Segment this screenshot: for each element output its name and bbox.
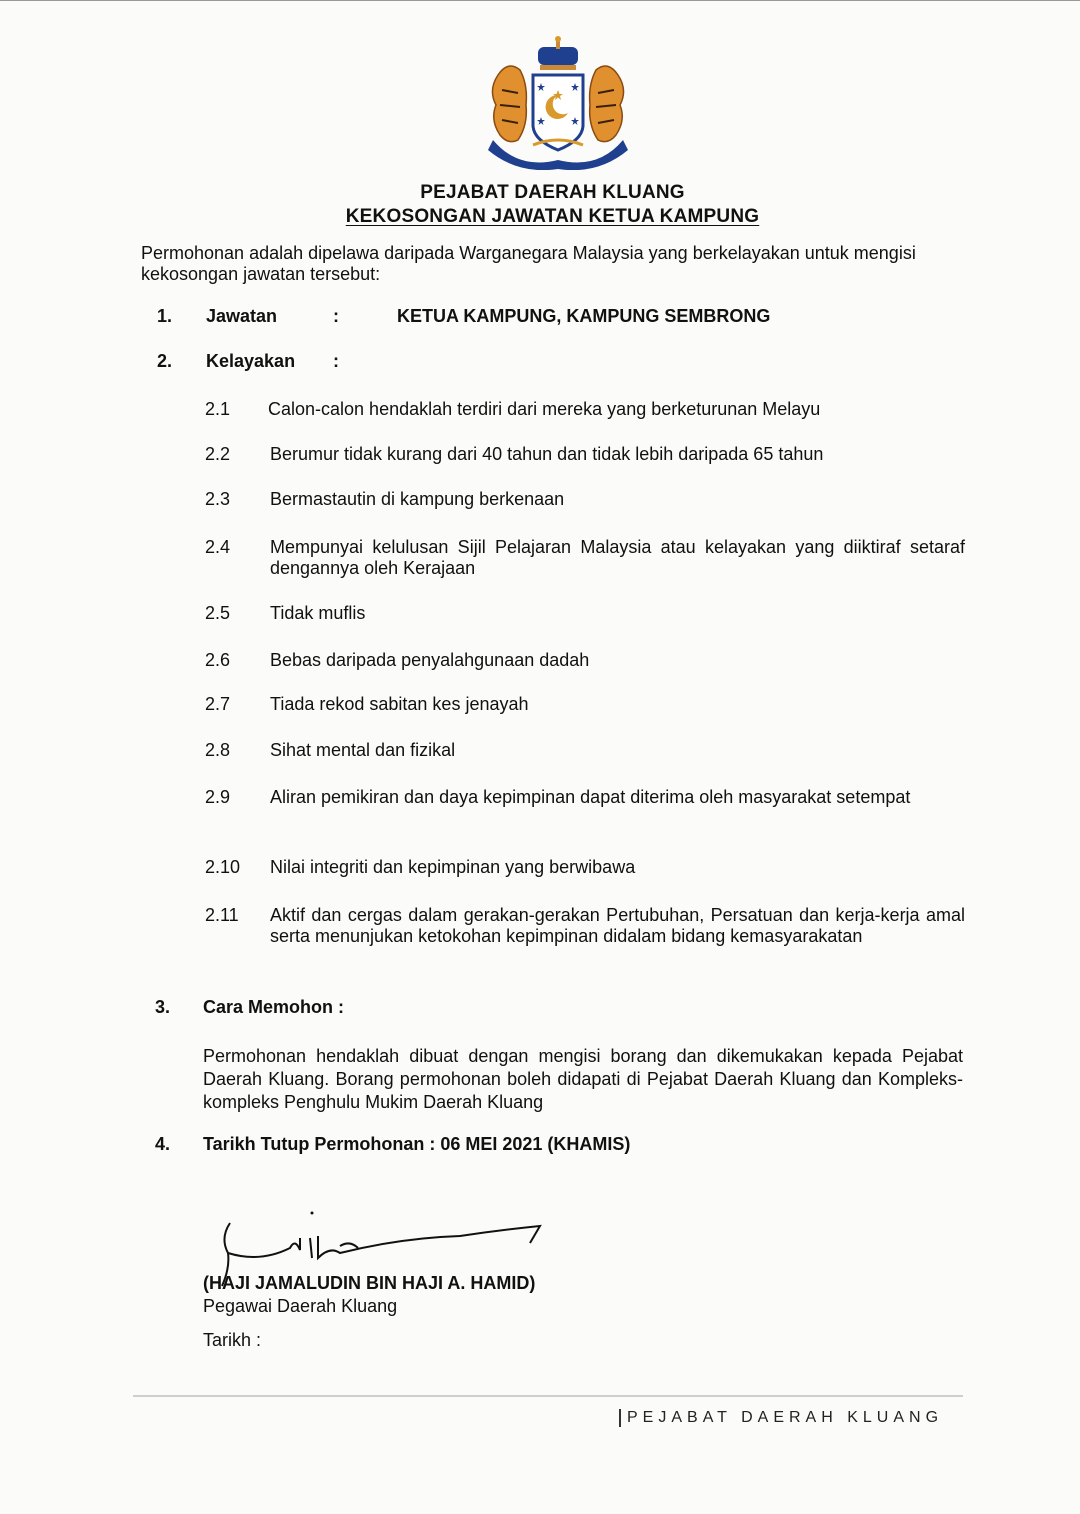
item-number: 2.1 <box>205 399 231 419</box>
item-text: Aliran pemikiran dan daya kepimpinan dapat diterima oleh masyarakat setempat <box>270 787 911 807</box>
item-text: Sihat mental dan fizikal <box>270 740 456 760</box>
item-text: Berumur tidak kurang dari 40 tahun dan tidak lebih daripada 65 tahun <box>270 444 824 464</box>
office-title: PEJABAT DAERAH KLUANG <box>420 182 685 203</box>
section-number: 2. <box>157 351 173 371</box>
item-number: 2.3 <box>205 489 231 509</box>
section-number: 4. <box>155 1134 171 1154</box>
page-top-edge <box>0 0 1080 1</box>
footer-office-name: PEJABAT DAERAH KLUANG <box>619 1409 943 1427</box>
item-text: Tiada rekod sabitan kes jenayah <box>270 694 529 714</box>
crown-icon <box>538 36 578 70</box>
item-number: 2.9 <box>205 787 231 807</box>
section-number: 1. <box>157 306 173 326</box>
intro-paragraph: Permohonan adalah dipelawa daripada Warganegara Malaysia yang berkelayakan untuk mengisi kekosongan jawatan tersebut: <box>141 243 916 284</box>
signatory-name: (HAJI JAMALUDIN BIN HAJI A. HAMID) <box>203 1273 536 1293</box>
item-text: Aktif dan cergas dalam gerakan-gerakan Pertubuhan, Persatuan dan kerja-kerja amal serta menunjukan ketokohan kepimpinan didalam bidang kemasyarakatan <box>270 905 965 946</box>
closing-date: Tarikh Tutup Permohonan : 06 MEI 2021 (KHAMIS) <box>203 1134 631 1154</box>
date-label: Tarikh : <box>203 1330 262 1350</box>
item-text: Tidak muflis <box>270 603 366 623</box>
item-text: Calon-calon hendaklah terdiri dari mereka yang berketurunan Melayu <box>268 399 821 419</box>
item-number: 2.4 <box>205 537 231 557</box>
item-number: 2.5 <box>205 603 231 623</box>
item-number: 2.8 <box>205 740 231 760</box>
item-text: Bebas daripada penyalahgunaan dadah <box>270 650 590 670</box>
section-label: Jawatan <box>206 306 278 326</box>
section-label: Kelayakan <box>206 351 296 371</box>
section-label: Cara Memohon : <box>203 997 345 1017</box>
document-title: KEKOSONGAN JAWATAN KETUA KAMPUNG <box>345 206 760 227</box>
item-text: Bermastautin di kampung berkenaan <box>270 489 565 509</box>
item-number: 2.10 <box>205 857 241 877</box>
application-instructions: Permohonan hendaklah dibuat dengan mengisi borang dan dikemukakan kepada Pejabat Daerah Kluang. Borang permohonan boleh didapati di Pejabat Daerah Kluang dan Kompleks-kompleks Penghulu Mukim Daerah Kluang <box>203 1046 963 1112</box>
johor-coat-of-arms-icon <box>478 35 638 170</box>
section-colon: : <box>333 306 339 326</box>
footer-divider <box>133 1395 963 1397</box>
section-number: 3. <box>155 997 171 1017</box>
item-number: 2.2 <box>205 444 231 464</box>
item-number: 2.7 <box>205 694 231 714</box>
item-number: 2.6 <box>205 650 231 670</box>
section-colon: : <box>333 351 339 371</box>
signatory-position: Pegawai Daerah Kluang <box>203 1296 398 1316</box>
item-text: Nilai integriti dan kepimpinan yang berwibawa <box>270 857 636 877</box>
item-number: 2.11 <box>205 905 239 925</box>
position-value: KETUA KAMPUNG, KAMPUNG SEMBRONG <box>397 306 771 326</box>
item-text: Mempunyai kelulusan Sijil Pelajaran Malaysia atau kelayakan yang diiktiraf setaraf dengannya oleh Kerajaan <box>270 537 965 578</box>
